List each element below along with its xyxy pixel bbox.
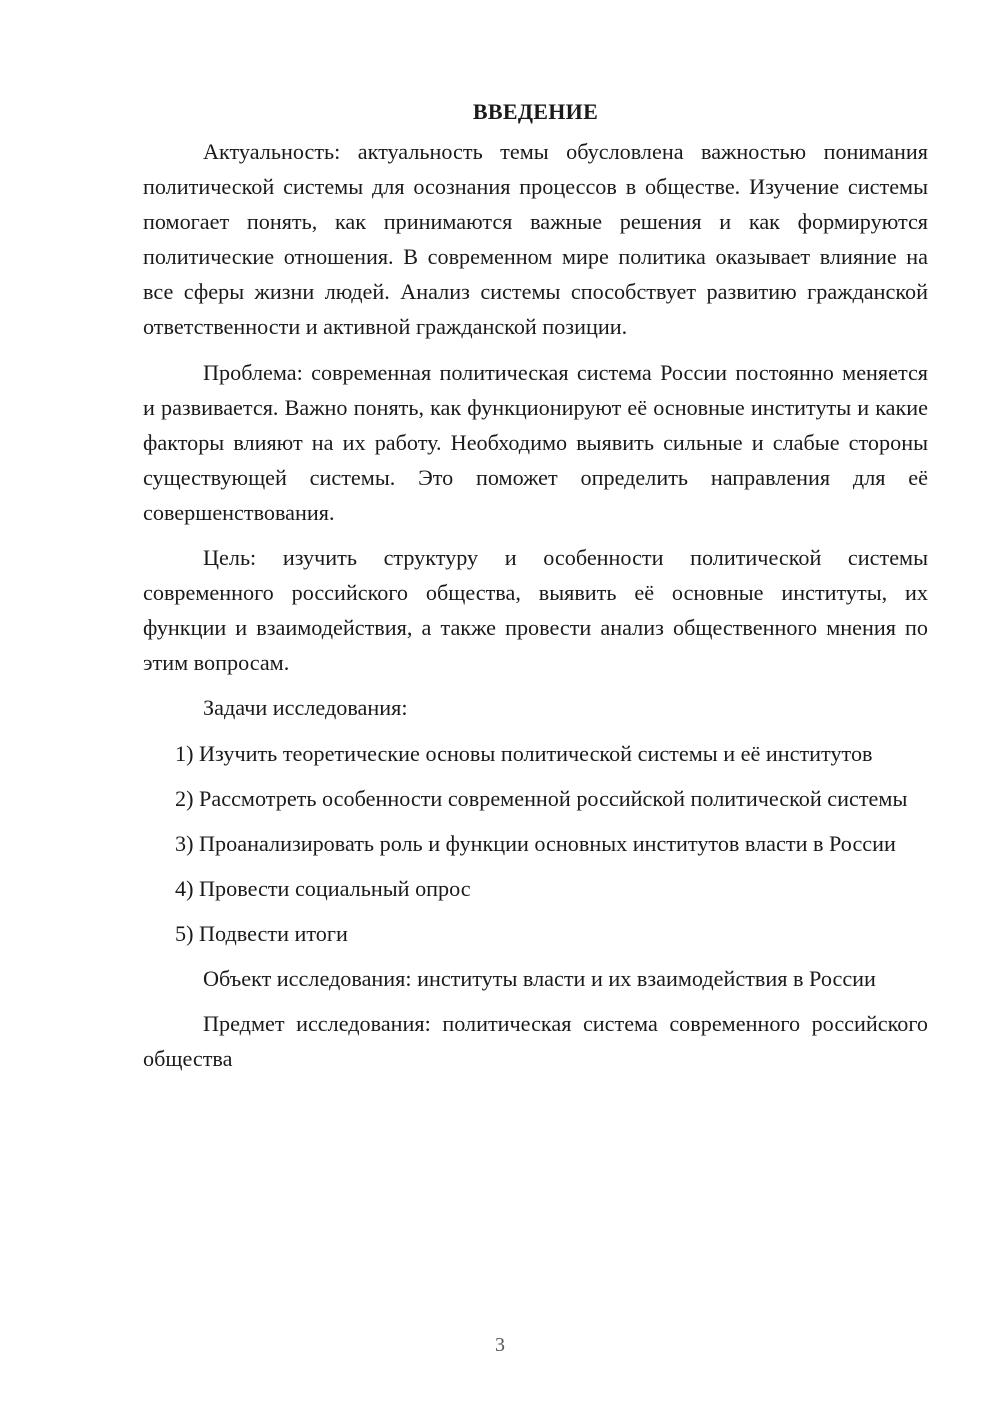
paragraph-tasks-title: Задачи исследования:	[203, 695, 408, 721]
task-item: 1) Изучить теоретические основы политической системы и её институтов	[175, 740, 873, 766]
task-item: 3) Проанализировать роль и функции основных институтов власти в России	[175, 830, 896, 856]
task-item: 2) Рассмотреть особенности современной российской политической системы	[175, 785, 908, 811]
paragraph-goal: Цель: изучить структуру и особенности политической системы современного российского общества, выявить её основные институты, их функции и взаимодействия, а также провести анализ общественного мнения по этим вопросам.	[143, 545, 928, 676]
paragraph-relevance: Актуальность: актуальность темы обусловлена важностью понимания политической системы для осознания процессов в обществе. Изучение системы помогает понять, как принимаются важные решения и как формируются политические отношения. В современном мире политика оказывает влияние на все сферы жизни людей. Анализ системы способствует развитию гражданской ответственности и активной гражданской позиции.	[143, 139, 928, 340]
page-title: ВВЕДЕНИЕ	[472, 99, 599, 124]
task-list	[143, 736, 928, 951]
document-page	[143, 92, 928, 1076]
paragraph-object: Объект исследования: институты власти и их взаимодействия в России	[203, 965, 876, 991]
paragraph-problem: Проблема: современная политическая система России постоянно меняется и развивается. Важно понять, как функционируют её основные институты и какие факторы влияют на их работу. Необходимо выявить сильные и слабые стороны существующей системы. Это поможет определить направления для её совершенствования.	[143, 359, 928, 525]
page-number: 3	[495, 1334, 505, 1356]
task-item: 5) Подвести итоги	[175, 920, 348, 946]
paragraph-subject: Предмет исследования: политическая система современного российского общества	[143, 1011, 928, 1072]
task-item: 4) Провести социальный опрос	[175, 875, 471, 901]
